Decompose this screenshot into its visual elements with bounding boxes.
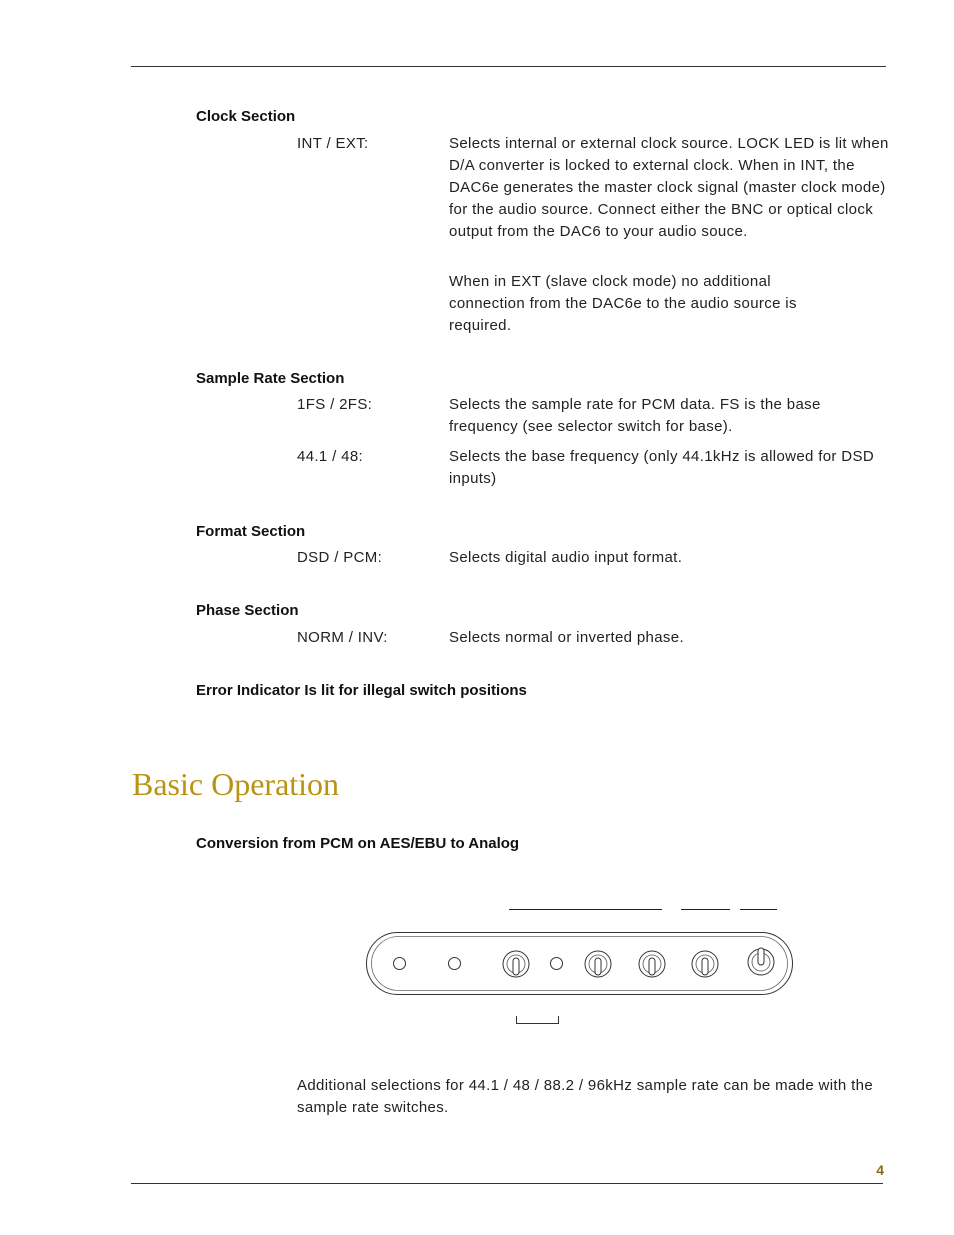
led-indicator-1 bbox=[394, 958, 406, 970]
fs-term: 1FS / 2FS: bbox=[297, 396, 373, 413]
led-indicator-2 bbox=[449, 958, 461, 970]
header-rule bbox=[131, 66, 886, 67]
base-freq-description: Selects the base frequency (only 44.1kHz is allowed for DSD inputs) bbox=[449, 448, 875, 487]
phase-section-heading: Phase Section bbox=[196, 602, 299, 619]
int-ext-description: Selects internal or external clock source. LOCK LED is lit when D/A converter is locked to external clock. When in INT, the DAC6e generates the master clock signal (master clock mode) for the audio source. Connect either the BNC or optical clock output from the DAC6 to your audio souce. bbox=[449, 135, 889, 240]
front-panel-diagram bbox=[360, 900, 800, 1030]
footer-rule bbox=[131, 1183, 883, 1184]
error-indicator-heading: Error Indicator Is lit for illegal switch positions bbox=[196, 682, 527, 699]
toggle-switch-1 bbox=[503, 951, 529, 977]
toggle-switch-3 bbox=[639, 951, 665, 977]
dsd-pcm-term: DSD / PCM: bbox=[297, 549, 383, 566]
sample-rate-section-heading: Sample Rate Section bbox=[196, 370, 345, 387]
fs-description: Selects the sample rate for PCM data. FS is the base frequency (see selector switch for base). bbox=[449, 396, 821, 435]
toggle-switch-4 bbox=[692, 951, 718, 977]
base-freq-term: 44.1 / 48: bbox=[297, 448, 364, 465]
dsd-pcm-description: Selects digital audio input format. bbox=[449, 549, 683, 566]
norm-inv-term: NORM / INV: bbox=[297, 629, 388, 646]
conversion-subheading: Conversion from PCM on AES/EBU to Analog bbox=[196, 835, 520, 852]
int-ext-description-slave: When in EXT (slave clock mode) no additional connection from the DAC6e to the audio source is required. bbox=[449, 273, 797, 334]
bracket-below bbox=[517, 1016, 559, 1024]
toggle-switch-5 bbox=[748, 948, 774, 975]
panel-inner-outline bbox=[372, 937, 788, 991]
norm-inv-description: Selects normal or inverted phase. bbox=[449, 629, 684, 646]
clock-section-heading: Clock Section bbox=[196, 108, 296, 125]
panel-outline bbox=[367, 933, 793, 995]
toggle-switch-2 bbox=[585, 951, 611, 977]
int-ext-term: INT / EXT: bbox=[297, 135, 369, 152]
chapter-title: Basic Operation bbox=[132, 766, 340, 802]
page-number: 4 bbox=[876, 1162, 884, 1178]
lock-led bbox=[551, 958, 563, 970]
format-section-heading: Format Section bbox=[196, 523, 306, 540]
sample-rate-note: Additional selections for 44.1 / 48 / 88.2 / 96kHz sample rate can be made with the sample rate switches. bbox=[297, 1077, 874, 1116]
